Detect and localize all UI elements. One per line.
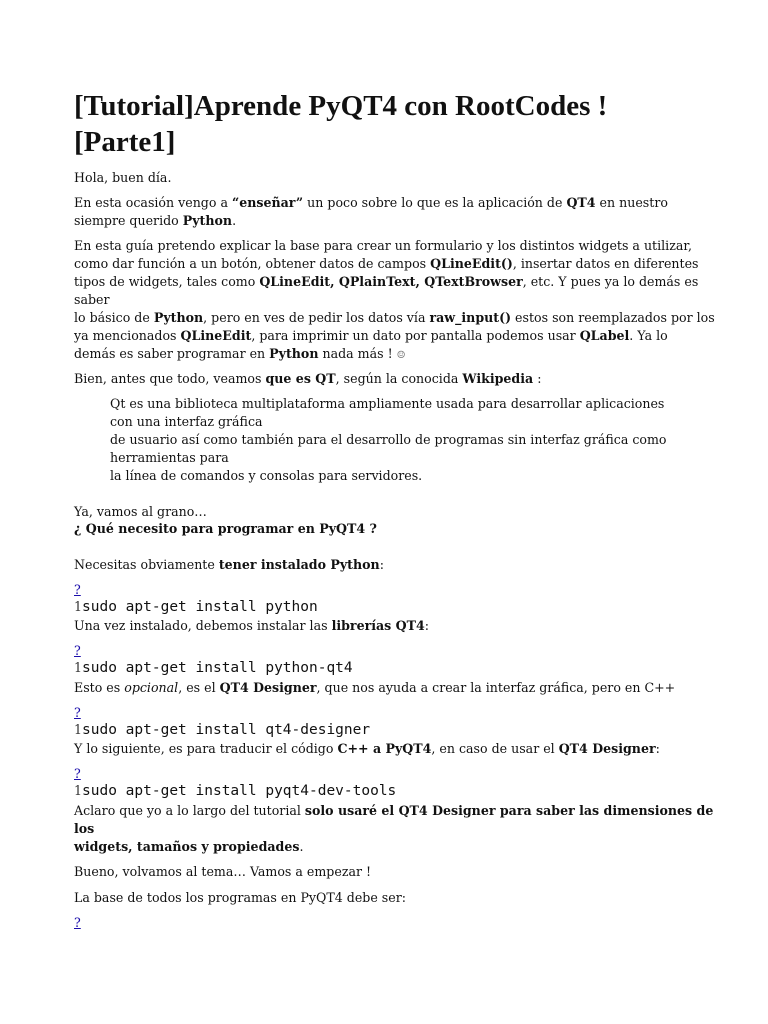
bold-text: Python [269, 346, 319, 361]
text-span: , insertar datos en diferentes [512, 256, 699, 271]
text-span: , pero en ves de pedir los datos vía [203, 310, 430, 325]
bold-text: QLabel [579, 328, 630, 343]
code-help-link[interactable]: ? [74, 643, 81, 658]
text-span: ya mencionados [74, 328, 181, 343]
code-block-qt4-designer [74, 721, 370, 739]
text-span: tipos de widgets, tales como [74, 274, 260, 289]
quote-line: Qt es una biblioteca multiplataforma ampliamente usada para desarrollar aplicaciones [110, 396, 665, 411]
paragraph-base: La base de todos los programas en PyQT4 debe ser: [74, 890, 406, 905]
page-title: [Tutorial]Aprende PyQT4 con RootCodes ! [Parte1] [74, 90, 608, 158]
text-span: , en caso de usar el [431, 741, 559, 756]
bold-text: los [74, 821, 95, 836]
text-span: estos son reemplazados por los [511, 310, 715, 325]
text-span: . [232, 213, 237, 228]
text-span: un poco sobre lo que es la aplicación de [303, 195, 567, 210]
quote-line: de usuario así como también para el desarrollo de programas sin interfaz gráfica como [110, 432, 667, 447]
text-span: Aclaro que yo a lo largo del tutorial [74, 803, 305, 818]
code-block-python [74, 598, 318, 616]
code-block-pyqt4-dev-tools [74, 782, 396, 800]
text-span: Y lo siguiente, es para traducir el código [74, 741, 338, 756]
bold-text: QLineEdit() [430, 256, 513, 271]
text-span: En esta ocasión vengo a [74, 195, 232, 210]
paragraph-clarify [74, 802, 714, 856]
code-help-link[interactable]: ? [74, 915, 81, 930]
text-span: Esto es [74, 680, 125, 695]
code-line: sudo apt-get install python-qt4 [82, 660, 353, 676]
bold-text: Python [153, 310, 204, 325]
smiley-icon: ☺ [396, 350, 406, 361]
text-span: , para imprimir un dato por pantalla podemos usar [251, 328, 580, 343]
bold-text: QLineEdit, QPlainText, QTextBrowser [259, 274, 523, 289]
text-span: , etc. Y pues ya lo demás es [522, 274, 699, 289]
text-span: nada más ! [318, 346, 397, 361]
bold-text: C++ a PyQT4 [337, 741, 432, 756]
text-span: Una vez instalado, debemos instalar las [74, 618, 332, 633]
paragraph-guide [74, 237, 715, 365]
text-span: en nuestro [595, 195, 668, 210]
code-line: sudo apt-get install python [82, 599, 318, 615]
text-span: : [655, 741, 660, 756]
paragraph-intro [74, 194, 694, 230]
paragraph-greeting: Hola, buen día. [74, 170, 172, 185]
code-help-link[interactable]: ? [74, 766, 81, 781]
paragraph-translate [74, 740, 694, 758]
code-line: sudo apt-get install qt4-designer [82, 722, 371, 738]
paragraph-what-is-qt [74, 370, 694, 388]
bold-text: “enseñar” [231, 195, 304, 210]
bold-text: QT4 Designer [558, 741, 656, 756]
section-heading-needs [74, 520, 694, 538]
text-span: , que nos ayuda a crear la interfaz gráfica, pero en C++ [316, 680, 676, 695]
text-span: En esta guía pretendo explicar la base para crear un formulario y los distintos widgets a utilizar, [74, 238, 692, 253]
italic-text: opcional [124, 680, 179, 695]
bold-text: QLineEdit [180, 328, 252, 343]
bold-text: tener instalado Python [218, 557, 380, 572]
paragraph-designer [74, 679, 694, 697]
text-span: saber [74, 292, 110, 307]
bold-text: raw_input() [429, 310, 512, 325]
text-span: . [299, 839, 304, 854]
quote-line: la línea de comandos y consolas para servidores. [110, 468, 423, 483]
bold-text: QT4 Designer [219, 680, 317, 695]
bold-text: Python [182, 213, 233, 228]
text-span: Bien, antes que todo, veamos [74, 371, 266, 386]
text-span: . Ya lo [629, 328, 668, 343]
bold-text: Wikipedia [462, 371, 534, 386]
code-block-python-qt4 [74, 659, 353, 677]
text-span: : [379, 557, 384, 572]
quote-line: herramientas para [110, 450, 229, 465]
paragraph-install-qt4 [74, 617, 694, 635]
text-span: lo básico de [74, 310, 154, 325]
bold-text: ¿ Qué necesito para programar en PyQT4 ? [74, 521, 377, 536]
line-number: 1 [74, 783, 83, 798]
blockquote-wikipedia [110, 395, 730, 485]
bold-text: widgets, tamaños y propiedades [74, 839, 300, 854]
line-number: 1 [74, 599, 83, 614]
text-span: demás es saber programar en [74, 346, 270, 361]
text-span: , según la conocida [335, 371, 463, 386]
bold-text: que es QT [265, 371, 336, 386]
bold-text: librerías QT4 [331, 618, 425, 633]
line-number: 1 [74, 722, 83, 737]
line-number: 1 [74, 660, 83, 675]
text-span: , es el [178, 680, 220, 695]
text-span: Necesitas obviamente [74, 557, 219, 572]
quote-line: con una interfaz gráfica [110, 414, 263, 429]
paragraph-grano: Ya, vamos al grano… [74, 504, 207, 519]
bold-text: solo usaré el QT4 Designer para saber las dimensiones de [304, 803, 714, 818]
code-line: sudo apt-get install pyqt4-dev-tools [82, 783, 397, 799]
text-span: siempre querido [74, 213, 183, 228]
paragraph-install-python [74, 556, 694, 574]
text-span: : [533, 371, 542, 386]
paragraph-back-to-topic: Bueno, volvamos al tema… Vamos a empezar ! [74, 864, 372, 879]
text-span: : [424, 618, 429, 633]
code-help-link[interactable]: ? [74, 582, 81, 597]
bold-text: QT4 [566, 195, 596, 210]
code-help-link[interactable]: ? [74, 705, 81, 720]
text-span: como dar función a un botón, obtener datos de campos [74, 256, 431, 271]
